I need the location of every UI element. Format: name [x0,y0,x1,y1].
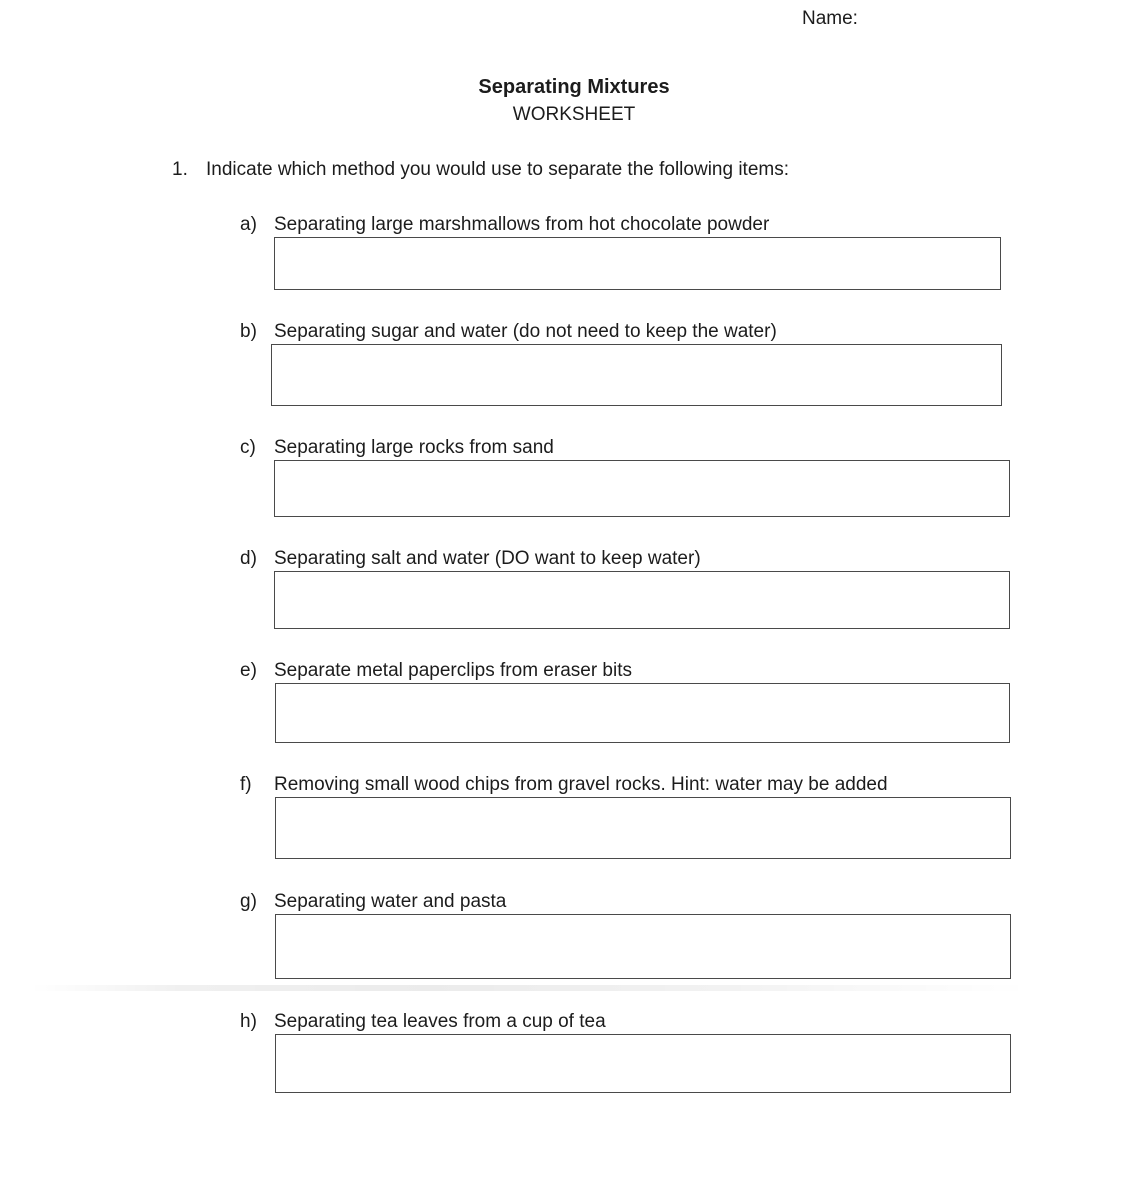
item-letter-h: h) [240,1011,257,1032]
answer-box-b[interactable] [271,344,1002,406]
item-letter-g: g) [240,891,257,912]
item-text-g: Separating water and pasta [274,891,507,912]
item-letter-d: d) [240,548,257,569]
item-text-b: Separating sugar and water (do not need to keep the water) [274,321,777,342]
answer-box-f[interactable] [275,797,1011,859]
item-text-c: Separating large rocks from sand [274,437,554,458]
answer-box-e[interactable] [275,683,1010,743]
worksheet-subtitle: WORKSHEET [512,104,636,125]
question-prompt: Indicate which method you would use to separate the following items: [206,159,789,180]
item-text-e: Separate metal paperclips from eraser bits [274,660,632,681]
question-number: 1. [172,159,188,180]
item-text-d: Separating salt and water (DO want to keep water) [274,548,701,569]
item-text-a: Separating large marshmallows from hot chocolate powder [274,214,770,235]
scan-streak [30,985,1030,991]
answer-box-c[interactable] [274,460,1010,517]
item-letter-c: c) [240,437,256,458]
answer-box-g[interactable] [275,914,1011,979]
item-letter-b: b) [240,321,257,342]
item-letter-e: e) [240,660,257,681]
item-text-h: Separating tea leaves from a cup of tea [274,1011,606,1032]
worksheet-title: Separating Mixtures [478,76,670,98]
answer-box-a[interactable] [274,237,1001,290]
item-letter-a: a) [240,214,257,235]
item-letter-f: f) [240,774,252,795]
item-text-f: Removing small wood chips from gravel rocks. Hint: water may be added [274,774,888,795]
name-label: Name: [802,8,858,29]
answer-box-h[interactable] [275,1034,1011,1093]
answer-box-d[interactable] [274,571,1010,629]
